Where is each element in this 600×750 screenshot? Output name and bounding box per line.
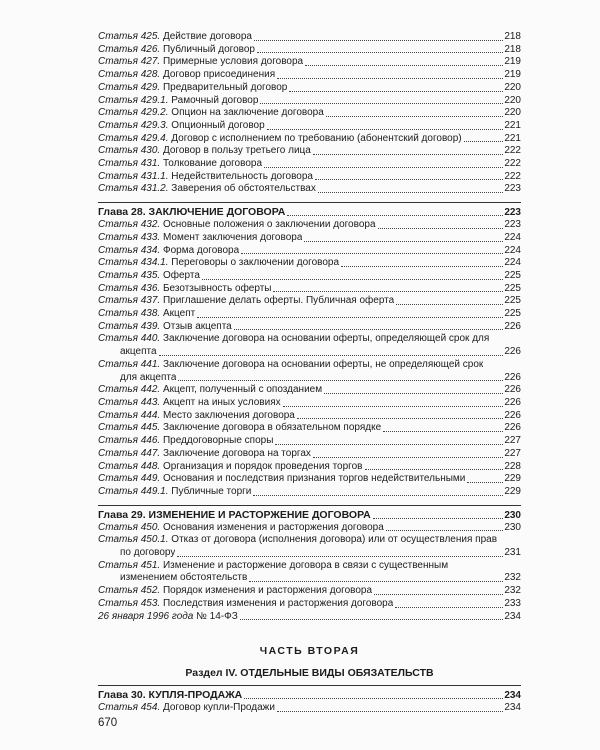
article-number: Статья 434. [98,244,161,256]
article-number: Статья 437. [98,295,161,307]
page-ref: 223 [504,219,521,231]
article-entry [98,522,521,535]
page-ref: 232 [504,572,521,584]
table-of-contents [98,31,521,715]
page-ref: 228 [504,460,521,472]
page-number: 670 [98,717,118,729]
page-ref: 229 [504,473,521,485]
article-number: Статья 434.1. [98,257,169,269]
page-ref: 221 [504,119,521,131]
article-title: Предварительный договор [162,81,288,93]
article-title: Переговоры о заключении договора [171,257,340,269]
article-title: Недействительность договора [171,170,313,182]
article-title: Последствия изменения и расторжения договора [162,597,394,609]
dot-leader [386,529,504,531]
page-ref: 226 [504,320,521,332]
page-ref: 225 [504,282,521,294]
article-number: 26 января 1996 года [98,610,194,622]
page-ref: 225 [504,308,521,320]
article-entry [98,384,521,397]
article-title: Отзыв акцепта [162,320,232,332]
article-entry [98,56,521,69]
article-title-continuation: по договору [120,547,176,559]
article-title: Заключение договора на основании оферты, не определяющей срок [162,358,484,370]
dot-leader [313,153,503,155]
dot-leader [275,443,503,445]
article-entry [98,232,521,245]
dot-leader [374,593,503,595]
article-entry [98,598,521,611]
page-ref: 234 [504,690,521,702]
article-number: Статья 429.4. [98,132,169,144]
dot-leader [383,430,503,432]
dot-leader [267,128,504,130]
article-number: Статья 430. [98,145,161,157]
article-title: № 14-ФЗ [196,610,238,622]
dot-leader [264,166,503,168]
article-title: Толкование договора [162,158,263,170]
page-ref: 218 [504,31,521,42]
dot-leader [197,316,503,318]
article-number: Статья 429. [98,81,161,93]
article-title: Оферта [162,269,200,281]
article-entry [98,95,521,108]
article-entry [98,410,521,423]
page-ref: 233 [504,597,521,609]
dot-leader [373,517,504,519]
article-title: Рамочный договор [171,94,259,106]
page-ref: 218 [504,43,521,55]
article-number: Статья 433. [98,231,161,243]
article-number: Статья 446. [98,435,161,447]
page-ref: 226 [504,371,521,383]
page-ref: 219 [504,56,521,68]
article-title: Действие договора [162,31,252,42]
page-ref: 223 [504,183,521,195]
page-ref: 222 [504,145,521,157]
article-entry [98,82,521,95]
article-entry [98,333,521,358]
article-title: Основания изменения и расторжения договора [162,521,384,533]
article-entry [98,435,521,448]
article-number: Статья 431.2. [98,183,169,195]
dot-leader [241,252,503,254]
article-number: Статья 429.2. [98,107,169,119]
dot-leader [304,240,503,242]
dot-leader [277,710,503,712]
article-entry [98,308,521,321]
page-ref: 226 [504,409,521,421]
article-number: Статья 451. [98,559,161,571]
article-entry [98,69,521,82]
article-number: Статья 431. [98,158,161,170]
page-ref: 234 [504,610,521,622]
article-number: Статья 436. [98,282,161,294]
article-entry [98,183,521,196]
dot-leader [396,303,503,305]
article-title: Преддоговорные споры [162,435,274,447]
page-ref: 226 [504,422,521,434]
article-title: Место заключения договора [162,409,295,421]
article-number: Статья 429.3. [98,119,169,131]
page-ref: 221 [504,132,521,144]
page-ref: 226 [504,346,521,358]
article-entry [98,133,521,146]
article-title: Порядок изменения и расторжения договора [162,585,373,597]
article-number: Статья 452. [98,585,161,597]
article-entry [98,120,521,133]
article-number: Статья 443. [98,396,161,408]
article-entry [98,585,521,598]
article-entry [98,145,521,158]
article-title: Опцион на заключение договора [171,107,324,119]
article-entry [98,359,521,384]
dot-leader [315,178,503,180]
dot-leader [240,618,504,620]
article-title: Приглашение делать оферты. Публичная оферта [162,295,395,307]
article-title: Договор с исполнением по требованию (абонентский договор) [171,132,462,144]
article-number: Статья 447. [98,447,161,459]
dot-leader [260,102,503,104]
article-title: Публичный договор [162,43,255,55]
article-title: Опционный договор [171,119,265,131]
article-entry [98,611,521,624]
page-ref: 234 [504,702,521,714]
page-ref: 229 [504,485,521,497]
page-ref: 225 [504,295,521,307]
article-title: Акцепт, полученный с опозданием [162,384,323,396]
page-ref: 220 [504,81,521,93]
section-heading: Раздел IV. ОТДЕЛЬНЫЕ ВИДЫ ОБЯЗАТЕЛЬСТВ [185,667,434,680]
article-entry [98,534,521,559]
article-entry [98,560,521,585]
article-entry [98,219,521,232]
dot-leader [365,468,504,470]
page-ref: 225 [504,269,521,281]
article-entry [98,295,521,308]
dot-leader [395,606,503,608]
article-title: Основания и последствия признания торгов недействительными [162,473,466,485]
article-title-continuation: для акцепта [120,371,177,383]
article-entry [98,473,521,486]
article-number: Статья 439. [98,320,161,332]
chapter-title: Глава 29. ИЗМЕНЕНИЕ И РАСТОРЖЕНИЕ ДОГОВОРА [98,508,371,521]
page-ref: 219 [504,69,521,81]
dot-leader [234,328,504,330]
article-entry [98,158,521,171]
article-title: Безотзывность оферты [162,282,272,294]
page-ref: 222 [504,170,521,182]
dot-leader [283,405,504,407]
dot-leader [254,39,503,41]
chapter-entry [98,685,521,702]
article-number: Статья 450. [98,521,161,533]
article-title: Договор в пользу третьего лица [162,145,311,157]
article-number: Статья 425. [98,31,161,42]
dot-leader [341,265,503,267]
dot-leader [297,417,503,419]
page-ref: 222 [504,158,521,170]
article-entry [98,283,521,296]
article-entry [98,702,521,715]
dot-leader [202,278,503,280]
article-number: Статья 428. [98,69,161,81]
dot-leader [159,354,504,356]
article-title: Форма договора [162,244,240,256]
article-number: Статья 440. [98,333,161,345]
dot-leader [318,191,503,193]
article-title: Заключение договора в обязательном порядке [162,422,382,434]
dot-leader [253,494,503,496]
article-number: Статья 431.1. [98,170,169,182]
article-number: Статья 432. [98,219,161,231]
article-number: Статья 449. [98,473,161,485]
article-title: Договор присоединения [162,69,276,81]
article-title: Договор купли-Продажи [162,702,275,714]
article-title: Основные положения о заключении договора [162,219,376,231]
article-entry [98,448,521,461]
article-title: Организация и порядок проведения торгов [162,460,363,472]
article-entry [98,107,521,120]
page-ref: 231 [504,547,521,559]
article-number: Статья 454. [98,702,161,714]
dot-leader [273,290,503,292]
dot-leader [287,214,503,216]
article-number: Статья 427. [98,56,161,68]
article-entry [98,31,521,44]
page-ref: 230 [504,521,521,533]
dot-leader [277,77,503,79]
article-number: Статья 435. [98,269,161,281]
article-title: Заверения об обстоятельствах [171,183,316,195]
page-ref: 224 [504,244,521,256]
article-title-continuation: акцепта [120,346,157,358]
dot-leader [257,51,503,53]
article-title: Публичные торги [171,485,252,497]
article-title: Отказ от договора (исполнения договора) или от осуществления прав [171,534,498,546]
article-entry [98,44,521,57]
chapter-title: Глава 30. КУПЛЯ-ПРОДАЖА [98,689,243,702]
article-number: Статья 453. [98,597,161,609]
article-entry [98,245,521,258]
article-number: Статья 449.1. [98,485,169,497]
article-number: Статья 429.1. [98,94,169,106]
article-number: Статья 442. [98,384,161,396]
dot-leader [249,580,503,582]
article-number: Статья 441. [98,358,161,370]
page-ref: 230 [504,509,521,521]
page-ref: 226 [504,396,521,408]
article-entry [98,397,521,410]
article-entry [98,257,521,270]
page-ref: 224 [504,231,521,243]
page-ref: 227 [504,447,521,459]
page-ref: 232 [504,585,521,597]
page-ref: 220 [504,107,521,119]
article-entry [98,270,521,283]
article-entry [98,461,521,474]
article-number: Статья 448. [98,460,161,472]
article-entry [98,321,521,334]
page-ref: 226 [504,384,521,396]
part-heading: ЧАСТЬ ВТОРАЯ [259,645,360,658]
dot-leader [289,90,503,92]
article-entry [98,486,521,499]
page-ref: 227 [504,435,521,447]
article-title: Акцепт на иных условиях [162,396,281,408]
article-title: Акцепт [162,308,196,320]
article-title: Момент заключения договора [162,231,303,243]
article-entry [98,422,521,435]
chapter-entry [98,505,521,522]
article-title-continuation: изменением обстоятельств [120,572,248,584]
dot-leader [313,456,503,458]
page-ref: 220 [504,94,521,106]
dot-leader [467,481,503,483]
dot-leader [305,64,503,66]
article-number: Статья 445. [98,422,161,434]
chapter-title: Глава 28. ЗАКЛЮЧЕНИЕ ДОГОВОРА [98,206,286,219]
dot-leader [326,115,504,117]
article-title: Изменение и расторжение договора в связи с существенным [162,559,449,571]
article-number: Статья 450.1. [98,534,169,546]
dot-leader [378,227,504,229]
article-entry [98,171,521,184]
page-ref: 223 [504,207,521,219]
dot-leader [178,379,503,381]
article-number: Статья 438. [98,308,161,320]
article-title: Заключение договора на основании оферты, определяющей срок для [162,333,490,345]
chapter-entry [98,202,521,219]
page-ref: 224 [504,257,521,269]
article-number: Статья 426. [98,43,161,55]
dot-leader [177,555,503,557]
article-number: Статья 444. [98,409,161,421]
article-title: Примерные условия договора [162,56,304,68]
dot-leader [464,140,504,142]
article-title: Заключение договора на торгах [162,447,311,459]
dot-leader [244,697,503,699]
dot-leader [324,392,503,394]
